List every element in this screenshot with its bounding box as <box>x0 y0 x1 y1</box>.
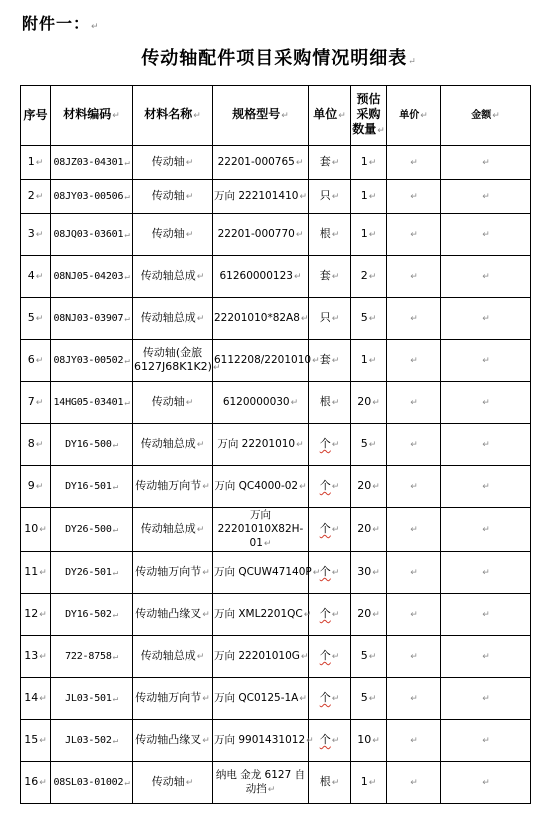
cell-material-code: DY26-501↵ <box>51 552 133 594</box>
paragraph-mark-icon: ↵ <box>112 735 118 746</box>
cell-quantity: 20↵ <box>351 594 387 636</box>
paragraph-mark-icon: ↵ <box>293 271 302 282</box>
paragraph-mark-icon: ↵ <box>112 567 118 578</box>
paragraph-mark-icon: ↵ <box>410 230 418 240</box>
table-body <box>21 146 531 804</box>
paragraph-mark-icon: ↵ <box>35 482 44 492</box>
cell-amount <box>441 382 531 424</box>
paragraph-mark-icon: ↵ <box>482 694 490 704</box>
paragraph-mark-icon: ↵ <box>410 525 418 535</box>
cell-unit-price <box>387 636 441 678</box>
cell-material-name: 传动轴总成↵ <box>133 424 213 466</box>
cell-amount <box>441 678 531 720</box>
cell-no: 16↵ <box>21 762 51 804</box>
cell-no: 5↵ <box>21 298 51 340</box>
paragraph-mark-icon: ↵ <box>196 272 205 282</box>
paragraph-mark-icon: ↵ <box>372 398 380 408</box>
table-row <box>21 424 531 466</box>
cell-unit-price <box>387 340 441 382</box>
cell-quantity: 1↵ <box>351 214 387 256</box>
paragraph-mark-icon: ↵ <box>482 652 490 662</box>
cell-unit-price <box>387 466 441 508</box>
cell-unit-price <box>387 424 441 466</box>
paragraph-mark-icon: ↵ <box>35 158 44 168</box>
document-title-text: 传动轴配件项目采购情况明细表 <box>141 48 408 69</box>
paragraph-mark-icon: ↵ <box>124 191 130 202</box>
paragraph-mark-icon: ↵ <box>196 525 205 535</box>
cell-material-name: 传动轴↵ <box>133 762 213 804</box>
table-row <box>21 340 531 382</box>
paragraph-mark-icon: ↵ <box>331 272 340 282</box>
cell-quantity: 1↵ <box>351 762 387 804</box>
paragraph-mark-icon: ↵ <box>368 230 377 240</box>
paragraph-mark-icon: ↵ <box>410 610 418 620</box>
cell-material-code: 08NJ03-03907↵ <box>51 298 133 340</box>
paragraph-mark-icon: ↵ <box>372 610 380 620</box>
paragraph-mark-icon: ↵ <box>295 157 304 168</box>
table-row <box>21 720 531 762</box>
cell-quantity: 20↵ <box>351 466 387 508</box>
paragraph-mark-icon: ↵ <box>185 398 194 408</box>
paragraph-mark-icon: ↵ <box>202 694 210 704</box>
cell-unit-price <box>387 146 441 180</box>
header-cell-no: 序号 <box>21 86 51 146</box>
cell-material-name: 传动轴万向节↵ <box>133 552 213 594</box>
cell-material-code: 722-8758↵ <box>51 636 133 678</box>
paragraph-mark-icon: ↵ <box>482 230 490 240</box>
paragraph-mark-icon: ↵ <box>290 397 299 408</box>
cell-amount <box>441 594 531 636</box>
cell-spec-model: 6112208/2201010↵ <box>213 340 309 382</box>
cell-unit: 套↵ <box>309 340 351 382</box>
cell-spec-model: 22201010*82A8↵ <box>213 298 309 340</box>
cell-unit-price <box>387 720 441 762</box>
cell-material-name: 传动轴万向节↵ <box>133 466 213 508</box>
paragraph-mark-icon: ↵ <box>410 356 418 366</box>
paragraph-mark-icon: ↵ <box>35 356 44 366</box>
cell-amount <box>441 424 531 466</box>
paragraph-mark-icon: ↵ <box>124 313 130 324</box>
paragraph-mark-icon: ↵ <box>372 568 380 578</box>
cell-spec-model: 万向 QCUW47140P↵ <box>213 552 309 594</box>
document-title <box>0 44 558 70</box>
header-cell-qty: 预估采购数量↵ <box>351 86 387 146</box>
cell-quantity: 1↵ <box>351 180 387 214</box>
cell-material-name: 传动轴总成↵ <box>133 508 213 552</box>
cell-unit-price <box>387 382 441 424</box>
header-cell-spec: 规格型号↵ <box>213 86 309 146</box>
cell-no: 10↵ <box>21 508 51 552</box>
paragraph-mark-icon: ↵ <box>185 778 194 788</box>
paragraph-mark-icon: ↵ <box>482 192 490 202</box>
table-row <box>21 636 531 678</box>
paragraph-mark-icon: ↵ <box>368 778 377 788</box>
paragraph-mark-icon: ↵ <box>185 230 194 240</box>
cell-unit-price <box>387 298 441 340</box>
table-header-row <box>21 86 531 146</box>
table-row <box>21 298 531 340</box>
cell-quantity: 2↵ <box>351 256 387 298</box>
paragraph-mark-icon: ↵ <box>368 440 377 450</box>
paragraph-mark-icon: ↵ <box>312 567 321 578</box>
paragraph-mark-icon: ↵ <box>482 778 490 788</box>
paragraph-mark-icon: ↵ <box>124 355 130 366</box>
cell-unit: 根↵ <box>309 382 351 424</box>
paragraph-mark-icon: ↵ <box>300 651 309 662</box>
header-cell-name: 材料名称↵ <box>133 86 213 146</box>
paragraph-mark-icon: ↵ <box>331 230 340 240</box>
paragraph-mark-icon: ↵ <box>124 229 130 240</box>
cell-unit-price <box>387 762 441 804</box>
paragraph-mark-icon: ↵ <box>331 778 340 788</box>
paragraph-mark-icon: ↵ <box>482 568 490 578</box>
paragraph-mark-icon: ↵ <box>299 481 307 492</box>
cell-quantity: 5↵ <box>351 424 387 466</box>
paragraph-mark-icon: ↵ <box>124 777 130 788</box>
attachment-label <box>22 11 100 34</box>
paragraph-mark-icon: ↵ <box>124 157 130 168</box>
procurement-table <box>20 85 531 804</box>
paragraph-mark-icon: ↵ <box>124 397 130 408</box>
paragraph-mark-icon: ↵ <box>35 230 44 240</box>
paragraph-mark-icon: ↵ <box>124 271 130 282</box>
cell-material-name: 传动轴凸缘叉↵ <box>133 720 213 762</box>
cell-no: 6↵ <box>21 340 51 382</box>
paragraph-mark-icon: ↵ <box>300 313 309 324</box>
attachment-label-text: 附件一： <box>22 14 91 33</box>
paragraph-mark-icon: ↵ <box>35 314 44 324</box>
header-cell-amount: 金额↵ <box>441 86 531 146</box>
paragraph-mark-icon: ↵ <box>295 229 304 240</box>
cell-material-name: 传动轴凸缘叉↵ <box>133 594 213 636</box>
cell-spec-model: 万向 QC4000-02↵ <box>213 466 309 508</box>
cell-quantity: 20↵ <box>351 382 387 424</box>
cell-unit-price <box>387 678 441 720</box>
cell-unit: 根↵ <box>309 214 351 256</box>
paragraph-mark-icon: ↵ <box>303 609 312 620</box>
paragraph-mark-icon: ↵ <box>39 778 47 788</box>
paragraph-mark-icon: ↵ <box>185 158 194 168</box>
paragraph-mark-icon: ↵ <box>372 736 380 746</box>
paragraph-mark-icon: ↵ <box>35 192 44 202</box>
cell-material-code: 08JY03-00506↵ <box>51 180 133 214</box>
paragraph-mark-icon: ↵ <box>410 778 418 788</box>
paragraph-mark-icon: ↵ <box>212 363 221 373</box>
cell-no: 4↵ <box>21 256 51 298</box>
paragraph-mark-icon: ↵ <box>39 736 47 746</box>
table-row <box>21 552 531 594</box>
cell-amount <box>441 508 531 552</box>
cell-material-code: 08SL03-01002↵ <box>51 762 133 804</box>
table-row <box>21 594 531 636</box>
paragraph-mark-icon: ↵ <box>410 314 418 324</box>
paragraph-mark-icon: ↵ <box>331 314 340 324</box>
table-row <box>21 214 531 256</box>
cell-unit: 只↵ <box>309 298 351 340</box>
cell-unit: 个↵ <box>309 466 351 508</box>
paragraph-mark-icon: ↵ <box>112 609 118 620</box>
paragraph-mark-icon: ↵ <box>296 439 304 450</box>
cell-spec-model: 万向 22201010↵ <box>213 424 309 466</box>
cell-unit-price <box>387 180 441 214</box>
cell-amount <box>441 340 531 382</box>
cell-no: 15↵ <box>21 720 51 762</box>
paragraph-mark-icon: ↵ <box>267 785 276 795</box>
cell-quantity: 5↵ <box>351 678 387 720</box>
cell-spec-model: 61260000123↵ <box>213 256 309 298</box>
cell-material-name: 传动轴↵ <box>133 382 213 424</box>
header-cell-unit: 单位↵ <box>309 86 351 146</box>
paragraph-mark-icon: ↵ <box>39 525 47 535</box>
paragraph-mark-icon: ↵ <box>368 158 377 168</box>
paragraph-mark-icon: ↵ <box>39 568 47 578</box>
paragraph-mark-icon: ↵ <box>331 736 340 746</box>
paragraph-mark-icon: ↵ <box>202 568 210 578</box>
cell-spec-model: 6120000030↵ <box>213 382 309 424</box>
table-row <box>21 256 531 298</box>
paragraph-mark-icon: ↵ <box>482 525 490 535</box>
paragraph-mark-icon: ↵ <box>112 693 118 704</box>
paragraph-mark-icon: ↵ <box>331 525 340 535</box>
cell-quantity: 5↵ <box>351 298 387 340</box>
cell-material-code: DY16-500↵ <box>51 424 133 466</box>
cell-no: 9↵ <box>21 466 51 508</box>
paragraph-mark-icon: ↵ <box>482 272 490 282</box>
table-row <box>21 508 531 552</box>
cell-quantity: 10↵ <box>351 720 387 762</box>
cell-material-name: 传动轴↵ <box>133 214 213 256</box>
cell-material-code: JL03-501↵ <box>51 678 133 720</box>
cell-no: 7↵ <box>21 382 51 424</box>
cell-unit: 套↵ <box>309 256 351 298</box>
cell-spec-model: 万向 22201010G↵ <box>213 636 309 678</box>
paragraph-mark-icon: ↵ <box>331 568 340 578</box>
paragraph-mark-icon: ↵ <box>185 192 194 202</box>
paragraph-mark-icon: ↵ <box>196 314 205 324</box>
table-row <box>21 762 531 804</box>
cell-unit: 个↵ <box>309 424 351 466</box>
cell-unit: 个↵ <box>309 636 351 678</box>
cell-spec-model: 万向 QC0125-1A↵ <box>213 678 309 720</box>
paragraph-mark-icon: ↵ <box>112 651 118 662</box>
cell-unit-price <box>387 594 441 636</box>
cell-unit-price <box>387 508 441 552</box>
cell-material-name: 传动轴↵ <box>133 180 213 214</box>
paragraph-mark-icon: ↵ <box>482 482 490 492</box>
paragraph-mark-icon: ↵ <box>410 272 418 282</box>
paragraph-mark-icon: ↵ <box>410 694 418 704</box>
paragraph-mark-icon: ↵ <box>410 568 418 578</box>
paragraph-mark-icon: ↵ <box>368 356 377 366</box>
cell-material-name: 传动轴万向节↵ <box>133 678 213 720</box>
paragraph-mark-icon: ↵ <box>331 440 340 450</box>
cell-unit: 套↵ <box>309 146 351 180</box>
cell-unit: 个↵ <box>309 552 351 594</box>
cell-no: 3↵ <box>21 214 51 256</box>
cell-unit: 个↵ <box>309 678 351 720</box>
paragraph-mark-icon: ↵ <box>482 610 490 620</box>
paragraph-mark-icon: ↵ <box>39 610 47 620</box>
cell-amount <box>441 552 531 594</box>
paragraph-mark-icon: ↵ <box>410 652 418 662</box>
cell-amount <box>441 636 531 678</box>
cell-no: 11↵ <box>21 552 51 594</box>
paragraph-mark-icon: ↵ <box>112 524 118 535</box>
cell-material-code: 08JZ03-04301↵ <box>51 146 133 180</box>
paragraph-mark-icon: ↵ <box>306 735 314 746</box>
paragraph-mark-icon: ↵ <box>112 439 118 450</box>
paragraph-mark-icon: ↵ <box>410 736 418 746</box>
cell-no: 13↵ <box>21 636 51 678</box>
cell-material-code: DY26-500↵ <box>51 508 133 552</box>
cell-material-code: 08NJ05-04203↵ <box>51 256 133 298</box>
paragraph-mark-icon: ↵ <box>410 440 418 450</box>
paragraph-mark-icon: ↵ <box>410 398 418 408</box>
table-row <box>21 146 531 180</box>
paragraph-mark-icon: ↵ <box>368 652 377 662</box>
paragraph-mark-icon: ↵ <box>202 482 210 492</box>
table-row <box>21 678 531 720</box>
paragraph-mark-icon: ↵ <box>263 539 272 549</box>
cell-quantity: 30↵ <box>351 552 387 594</box>
paragraph-mark-icon: ↵ <box>331 652 340 662</box>
cell-spec-model: 万向 22201010X82H-01↵ <box>213 508 309 552</box>
paragraph-mark-icon: ↵ <box>196 652 205 662</box>
cell-material-name: 传动轴↵ <box>133 146 213 180</box>
paragraph-mark-icon: ↵ <box>331 482 340 492</box>
cell-no: 8↵ <box>21 424 51 466</box>
paragraph-mark-icon: ↵ <box>482 736 490 746</box>
paragraph-mark-icon: ↵ <box>410 192 418 202</box>
paragraph-mark-icon: ↵ <box>35 440 44 450</box>
paragraph-mark-icon: ↵ <box>35 398 44 408</box>
cell-material-name: 传动轴(金旅6127J68K1K2)↵ <box>133 340 213 382</box>
cell-quantity: 1↵ <box>351 340 387 382</box>
paragraph-mark-icon: ↵ <box>482 440 490 450</box>
paragraph-mark-icon: ↵ <box>482 398 490 408</box>
paragraph-mark-icon: ↵ <box>35 272 44 282</box>
cell-amount <box>441 146 531 180</box>
cell-unit: 个↵ <box>309 720 351 762</box>
paragraph-mark-icon: ↵ <box>331 694 340 704</box>
paragraph-mark-icon: ↵ <box>39 694 47 704</box>
cell-spec-model: 万向 XML2201QC↵ <box>213 594 309 636</box>
cell-unit: 只↵ <box>309 180 351 214</box>
paragraph-mark-icon: ↵ <box>202 610 210 620</box>
cell-amount <box>441 762 531 804</box>
paragraph-mark-icon: ↵ <box>408 57 417 67</box>
cell-material-name: 传动轴总成↵ <box>133 636 213 678</box>
paragraph-mark-icon: ↵ <box>299 191 308 202</box>
cell-amount <box>441 256 531 298</box>
table-row <box>21 382 531 424</box>
paragraph-mark-icon: ↵ <box>410 482 418 492</box>
cell-no: 14↵ <box>21 678 51 720</box>
header-cell-code: 材料编码↵ <box>51 86 133 146</box>
paragraph-mark-icon: ↵ <box>482 356 490 366</box>
cell-material-code: DY16-502↵ <box>51 594 133 636</box>
paragraph-mark-icon: ↵ <box>331 192 340 202</box>
paragraph-mark-icon: ↵ <box>482 314 490 324</box>
paragraph-mark-icon: ↵ <box>331 398 340 408</box>
paragraph-mark-icon: ↵ <box>331 610 340 620</box>
cell-spec-model: 22201-000765↵ <box>213 146 309 180</box>
cell-amount <box>441 214 531 256</box>
paragraph-mark-icon: ↵ <box>91 22 100 32</box>
paragraph-mark-icon: ↵ <box>410 158 418 168</box>
cell-spec-model: 万向 222101410↵ <box>213 180 309 214</box>
cell-material-code: 14HG05-03401↵ <box>51 382 133 424</box>
cell-quantity: 5↵ <box>351 636 387 678</box>
cell-spec-model: 22201-000770↵ <box>213 214 309 256</box>
cell-material-name: 传动轴总成↵ <box>133 298 213 340</box>
paragraph-mark-icon: ↵ <box>331 356 340 366</box>
cell-unit: 根↵ <box>309 762 351 804</box>
cell-no: 2↵ <box>21 180 51 214</box>
table-row <box>21 180 531 214</box>
paragraph-mark-icon: ↵ <box>482 158 490 168</box>
paragraph-mark-icon: ↵ <box>39 652 47 662</box>
table-row <box>21 466 531 508</box>
cell-amount <box>441 298 531 340</box>
cell-material-code: 08JY03-00502↵ <box>51 340 133 382</box>
cell-material-name: 传动轴总成↵ <box>133 256 213 298</box>
paragraph-mark-icon: ↵ <box>368 272 377 282</box>
cell-amount <box>441 720 531 762</box>
cell-unit-price <box>387 552 441 594</box>
cell-quantity: 20↵ <box>351 508 387 552</box>
cell-unit-price <box>387 256 441 298</box>
paragraph-mark-icon: ↵ <box>368 192 377 202</box>
paragraph-mark-icon: ↵ <box>368 694 377 704</box>
cell-spec-model: 纳电 金龙 6127 自动挡↵ <box>213 762 309 804</box>
paragraph-mark-icon: ↵ <box>196 440 205 450</box>
paragraph-mark-icon: ↵ <box>372 482 380 492</box>
paragraph-mark-icon: ↵ <box>368 314 377 324</box>
paragraph-mark-icon: ↵ <box>372 525 380 535</box>
cell-unit: 个↵ <box>309 594 351 636</box>
cell-material-code: DY16-501↵ <box>51 466 133 508</box>
cell-no: 12↵ <box>21 594 51 636</box>
cell-amount <box>441 180 531 214</box>
cell-quantity: 1↵ <box>351 146 387 180</box>
paragraph-mark-icon: ↵ <box>112 481 118 492</box>
header-cell-price: 单价↵ <box>387 86 441 146</box>
cell-spec-model: 万向 9901431012↵ <box>213 720 309 762</box>
cell-material-code: 08JQ03-03601↵ <box>51 214 133 256</box>
paragraph-mark-icon: ↵ <box>312 355 320 366</box>
paragraph-mark-icon: ↵ <box>202 736 210 746</box>
paragraph-mark-icon: ↵ <box>299 693 307 704</box>
paragraph-mark-icon: ↵ <box>331 158 340 168</box>
cell-no: 1↵ <box>21 146 51 180</box>
cell-amount <box>441 466 531 508</box>
cell-unit: 个↵ <box>309 508 351 552</box>
cell-unit-price <box>387 214 441 256</box>
cell-material-code: JL03-502↵ <box>51 720 133 762</box>
